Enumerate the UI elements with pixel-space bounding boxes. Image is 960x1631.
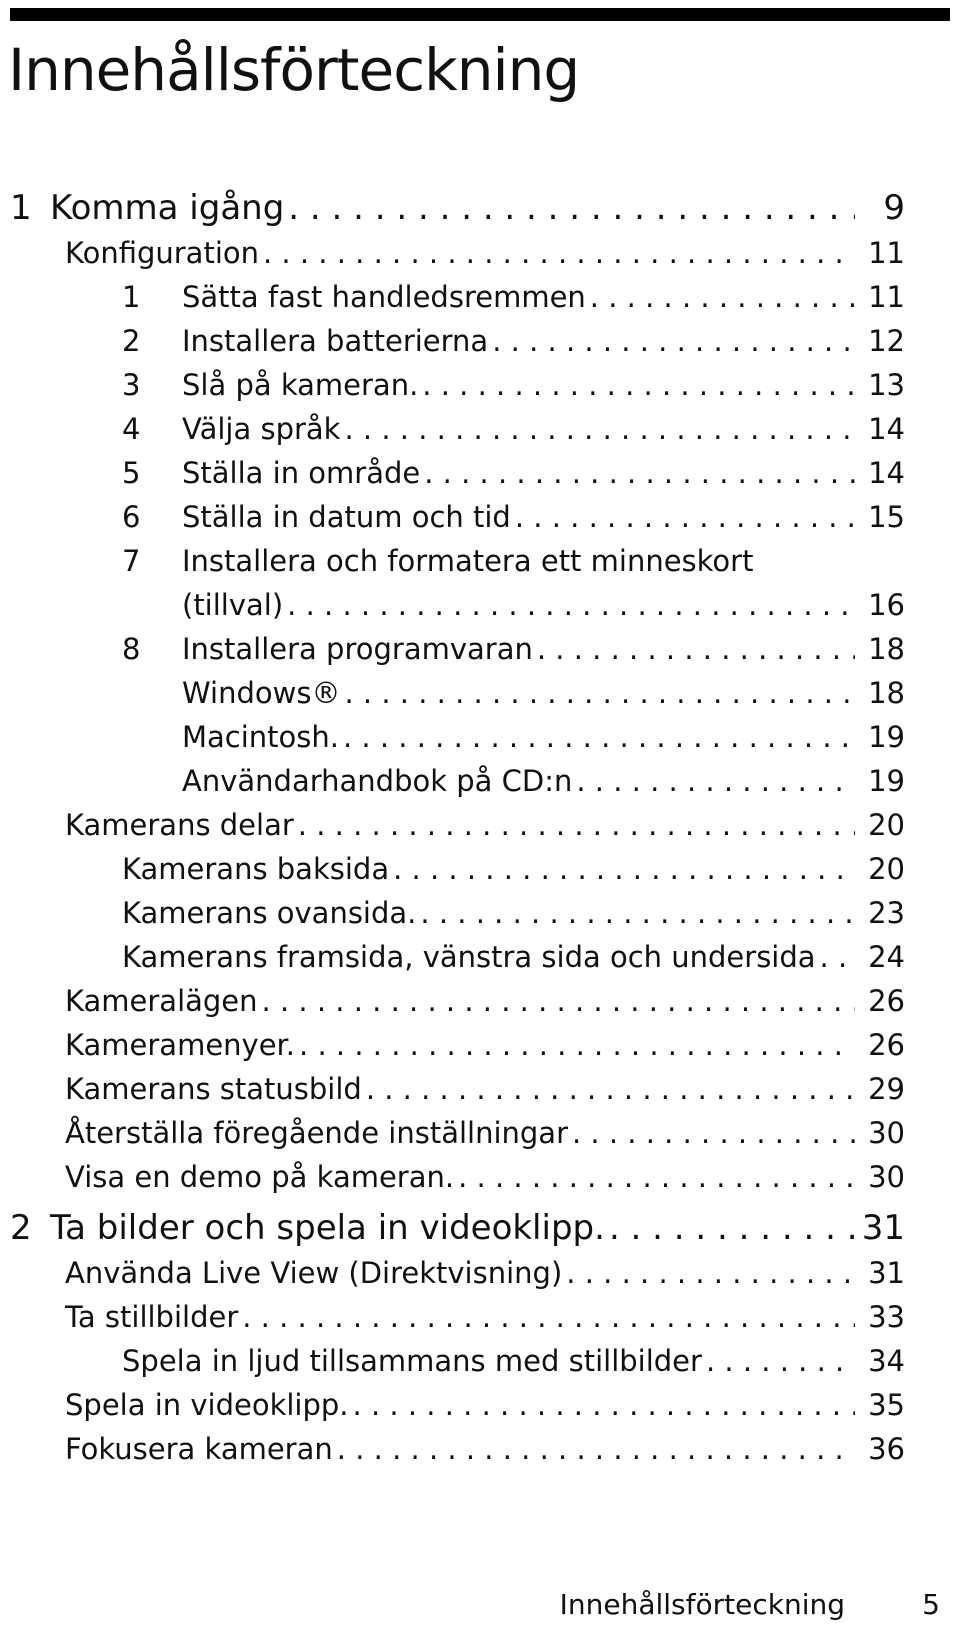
toc-entry[interactable] [65, 1116, 905, 1160]
toc-entry[interactable] [122, 720, 905, 764]
dot-leader [816, 940, 855, 974]
toc-entry-number: 8 [122, 632, 141, 666]
page-title: Innehållsförteckning [8, 36, 580, 104]
toc-entry-page: 33 [868, 1300, 905, 1334]
toc-entry[interactable] [122, 632, 905, 676]
toc-entry[interactable] [10, 1208, 905, 1252]
toc-entry-label: Installera programvaran [182, 632, 533, 666]
toc-entry-label: Kamerans ovansida. [122, 896, 417, 930]
toc-entry-page: 20 [868, 808, 905, 842]
toc-entry-page: 31 [868, 1256, 905, 1290]
toc-entry-label: Windows® [182, 676, 341, 710]
toc-entry[interactable] [122, 324, 905, 368]
toc-entry-page: 18 [868, 676, 905, 710]
dot-leader [416, 896, 855, 930]
toc-entry-page: 9 [883, 188, 905, 228]
dot-leader [562, 1256, 855, 1290]
dot-leader [295, 1028, 855, 1062]
toc-entry[interactable] [122, 500, 905, 544]
toc-entry-page: 36 [868, 1432, 905, 1466]
toc-entry-page: 26 [868, 984, 905, 1018]
toc-entry-number: 5 [122, 456, 141, 490]
toc-entry-number: 1 [10, 188, 32, 228]
toc-entry-page: 26 [868, 1028, 905, 1062]
toc-entry-page: 18 [868, 632, 905, 666]
toc-entry-page: 11 [868, 280, 905, 314]
toc-entry-page: 35 [868, 1388, 905, 1422]
dot-leader [420, 456, 855, 490]
toc-entry-label: Visa en demo på kameran. [65, 1160, 455, 1194]
toc-entry[interactable] [65, 1432, 905, 1476]
dot-leader [258, 984, 855, 1018]
toc-entry-page: 19 [868, 764, 905, 798]
toc-entry-label: Konfiguration [65, 236, 259, 270]
toc-entry-label: Kamerans baksida [122, 852, 390, 886]
toc-entry-label: Fokusera kameran [65, 1432, 333, 1466]
toc-entry[interactable] [122, 456, 905, 500]
page-footer [0, 1588, 960, 1628]
toc-entry-label: Installera batterierna [182, 324, 489, 358]
toc-entry[interactable] [122, 412, 905, 456]
toc-entry[interactable] [65, 1300, 905, 1344]
toc-entry[interactable] [65, 1160, 905, 1204]
toc-entry-page: 23 [868, 896, 905, 930]
toc-entry-label: Ta bilder och spela in videoklipp. [50, 1208, 605, 1248]
toc-entry[interactable] [122, 544, 905, 588]
toc-entry-number: 2 [10, 1208, 32, 1248]
toc-entry-page: 13 [868, 368, 905, 402]
toc-entry-label: Spela in videoklipp. [65, 1388, 349, 1422]
toc-entry[interactable] [65, 808, 905, 852]
toc-entry-page: 24 [868, 940, 905, 974]
toc-entry-label: Macintosh. [182, 720, 339, 754]
toc-entry-page: 31 [861, 1208, 905, 1248]
toc-entry-page: 12 [868, 324, 905, 358]
toc-entry[interactable] [122, 1344, 905, 1388]
toc-entry-label: Ställa in område [182, 456, 421, 490]
toc-entry-number: 6 [122, 500, 141, 534]
toc-entry-number: 7 [122, 544, 141, 578]
toc-entry[interactable] [122, 368, 905, 412]
toc-entry[interactable] [65, 1256, 905, 1300]
dot-leader [259, 236, 855, 270]
toc-entry[interactable] [122, 676, 905, 720]
toc-entry-label: Återställa föregående inställningar [65, 1116, 568, 1150]
toc-entry-number: 1 [122, 280, 141, 314]
toc-entry-label: Ställa in datum och tid [182, 500, 511, 534]
toc-entry-number: 4 [122, 412, 141, 446]
toc-entry-page: 30 [868, 1160, 905, 1194]
toc-entry[interactable] [65, 984, 905, 1028]
toc-entry-number: 2 [122, 324, 141, 358]
toc-entry[interactable] [122, 764, 905, 808]
toc-entry[interactable] [122, 940, 905, 984]
dot-leader [238, 1300, 855, 1334]
dot-leader [294, 808, 855, 842]
dot-leader [333, 1432, 855, 1466]
toc-entry[interactable] [65, 1388, 905, 1432]
dot-leader [283, 588, 855, 622]
toc-entry[interactable] [65, 1028, 905, 1072]
toc-entry-label: Använda Live View (Direktvisning) [65, 1256, 563, 1290]
dot-leader [284, 188, 855, 228]
dot-leader [340, 412, 855, 446]
dot-leader [572, 764, 855, 798]
dot-leader [362, 1072, 855, 1106]
dot-leader [488, 324, 855, 358]
toc-entry-label: Välja språk [182, 412, 341, 446]
toc-entry-label: Komma igång [50, 188, 285, 228]
dot-leader [339, 720, 855, 754]
toc-entry-label: Kameramenyer. [65, 1028, 296, 1062]
toc-entry-label: Installera och formatera ett minneskort [182, 544, 754, 578]
toc-entry[interactable] [65, 1072, 905, 1116]
dot-leader [586, 280, 855, 314]
toc-entry-label: Kamerans framsida, vänstra sida och undersida [122, 940, 816, 974]
toc-entry-page: 11 [868, 236, 905, 270]
toc-entry-page: 15 [868, 500, 905, 534]
dot-leader [418, 368, 855, 402]
toc-entry-label: Spela in ljud tillsammans med stillbilder [122, 1344, 702, 1378]
toc-entry-label: Användarhandbok på CD:n [182, 764, 573, 798]
toc-entry-label: Sätta fast handledsremmen [182, 280, 586, 314]
dot-leader [605, 1208, 855, 1248]
toc-entry-label: Ta stillbilder [65, 1300, 239, 1334]
toc-entry[interactable] [122, 852, 905, 896]
toc-entry[interactable] [10, 188, 905, 232]
toc-entry-page: 34 [868, 1344, 905, 1378]
toc-entry-label: Slå på kameran. [182, 368, 419, 402]
toc-entry-number: 3 [122, 368, 141, 402]
dot-leader [389, 852, 855, 886]
toc-entry[interactable] [65, 236, 905, 280]
toc-entry-page: 19 [868, 720, 905, 754]
toc-entry-label: Kamerans statusbild [65, 1072, 362, 1106]
dot-leader [454, 1160, 855, 1194]
toc-entry-label: Kamerans delar [65, 808, 294, 842]
footer-page-number: 5 [922, 1588, 940, 1621]
dot-leader [349, 1388, 855, 1422]
dot-leader [340, 676, 855, 710]
dot-leader [533, 632, 855, 666]
dot-leader [511, 500, 855, 534]
dot-leader [702, 1344, 855, 1378]
toc-entry-page: 14 [868, 412, 905, 446]
toc-entry-page: 16 [868, 588, 905, 622]
toc-entry-page: 20 [868, 852, 905, 886]
toc-entry[interactable] [122, 896, 905, 940]
toc-entry-page: 29 [868, 1072, 905, 1106]
toc-entry[interactable] [122, 280, 905, 324]
dot-leader [568, 1116, 855, 1150]
toc-entry-label: Kameralägen [65, 984, 258, 1018]
toc-entry-page: 30 [868, 1116, 905, 1150]
footer-section-title: Innehållsförteckning [559, 1588, 845, 1621]
toc-entry[interactable] [122, 588, 905, 632]
toc-entry-page: 14 [868, 456, 905, 490]
toc-entry-label: (tillval) [182, 588, 284, 622]
